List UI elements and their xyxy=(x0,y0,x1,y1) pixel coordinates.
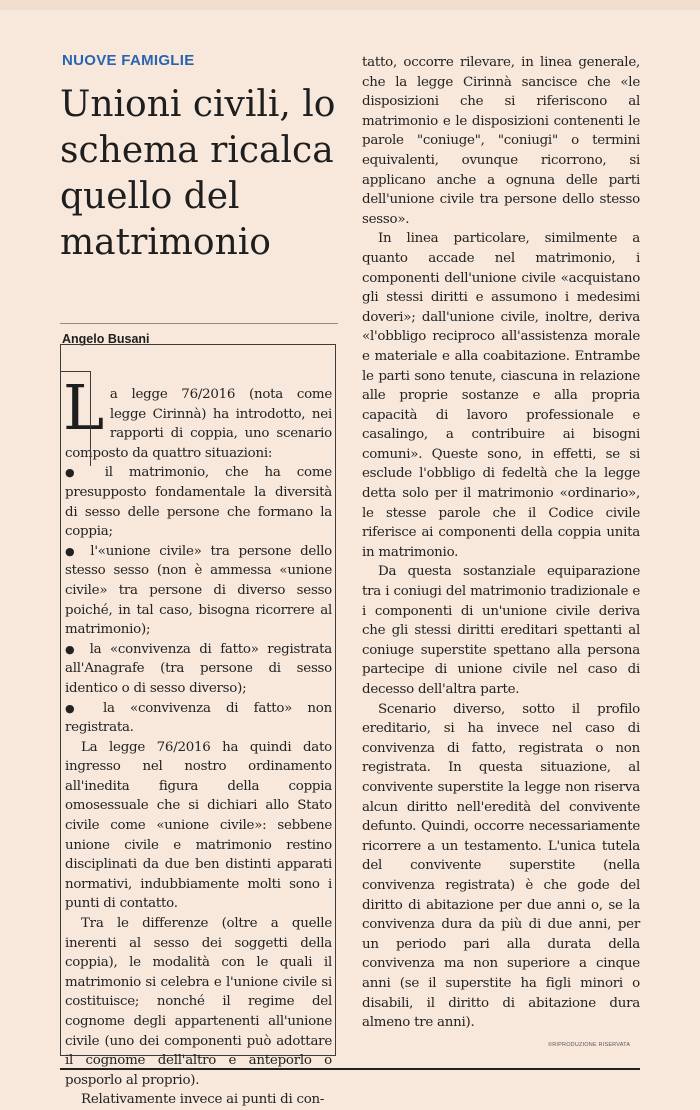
body-paragraph: Da questa sostanziale equiparazione tra i coniugi del matrimonio tradizionale e i componenti di un'unione civile deriva che gli stessi diritti ereditari spettanti al coniuge superstite spettano alla persona partecipe di unione civile nel caso di decesso dell'altra parte. xyxy=(362,564,640,697)
list-item xyxy=(65,699,332,738)
article-column-left xyxy=(60,344,336,1108)
list-item xyxy=(65,640,332,699)
body-paragraph: Scenario diverso, sotto il profilo ereditario, si ha invece nel caso di convivenza di fatto, registrata o non registrata. In questa situazione, al convivente superstite la legge non riserva alcun diritto nell'eredità del convivente defunto. Quindi, occorre necessariamente ricorrere a un testamento. L'unica tutela del convivente superstite (nella convivenza registrata) è che gode del diritto di abitazione per due anni o, se la convivenza dura da più di due anni, per un periodo pari alla durata della convivenza ma non superiore a cinque anni (se il superstite ha figli minori o disabili, il diritto di abitazione dura almeno tre anni). xyxy=(362,701,640,1031)
bottom-rule xyxy=(60,1068,640,1070)
list-item xyxy=(65,463,332,541)
dropcap-frame xyxy=(60,371,91,466)
body-paragraph: Relativamente invece ai punti di con- xyxy=(81,1092,325,1108)
dropcap: L xyxy=(63,371,104,444)
divider xyxy=(60,323,338,324)
list-item-text: l'«unione civile» tra persone dello stesso sesso (non è ammessa «unione civile» tra persone di diverso sesso poiché, in tal caso, bisogna ricorrere al matrimonio); xyxy=(65,543,332,638)
top-band xyxy=(0,0,700,10)
first-paragraph-text: a legge 76/2016 (nota come legge Cirinnà) ha introdotto, nei rapporti di coppia, uno scenario composto da quattro situazioni: xyxy=(65,387,332,461)
bullet-icon: ● xyxy=(65,466,87,480)
section-label: NUOVE FAMIGLIE xyxy=(62,52,195,69)
article-column-right xyxy=(362,53,640,1033)
bullet-icon: ● xyxy=(65,544,80,558)
copyright-notice: ©RIPRODUZIONE RISERVATA xyxy=(548,1042,631,1048)
list-item xyxy=(65,542,332,640)
body-paragraph: La legge 76/2016 ha quindi dato ingresso nel nostro ordinamento all'inedita figura della coppia omosessuale che si dichiari allo Stato civile come «unione civile»: sebbene unione civile e matrimonio restino disciplinati da due ben distinti apparati normativi, indubbiamente molti sono i punti di contatto. xyxy=(65,739,332,912)
list-item-text: la «convivenza di fatto» registrata all'Anagrafe (tra persone di sesso identico o di sesso diverso); xyxy=(65,641,332,696)
headline: Unioni civili, lo schema ricalca quello del matrimonio xyxy=(60,84,336,263)
bullet-icon: ● xyxy=(65,701,86,715)
list-item-text: il matrimonio, che ha come presupposto fondamentale la diversità di sesso delle persone che formano la coppia; xyxy=(65,465,332,540)
list-item-text: la «convivenza di fatto» non registrata. xyxy=(65,700,332,736)
body-paragraph: Tra le differenze (oltre a quelle inerenti al sesso dei soggetti della coppia), le modalità con le quali il matrimonio si celebra e l'unione civile si costituisce; nonché il regime del cognome degli appartenenti all'unione civile (uno dei componenti può adottare il cognome dell'altro e anteporlo o posporlo al proprio). xyxy=(65,916,332,1088)
author-byline: Angelo Busani xyxy=(62,332,150,346)
body-paragraph: tatto, occorre rilevare, in linea generale, che la legge Cirinnà sancisce che «le disposizioni che si riferiscono al matrimonio e le disposizioni contenenti le parole "coniuge", "coniugi" o termini equivalenti, ovunque ricorrono, si applicano anche a ognuna delle parti dell'unione civile tra persone dello stesso sesso». xyxy=(362,55,640,227)
bullet-icon: ● xyxy=(65,642,79,656)
body-paragraph: In linea particolare, similmente a quanto accade nel matrimonio, i componenti dell'unione civile «acquistano gli stessi diritti e assumono i medesimi doveri»; dall'unione civile, inoltre, deriva «l'obbligo reciproco all'assistenza morale e materiale e alla coabitazione. Entrambe le parti sono tenute, ciascuna in relazione alle proprie sostanze e alla propria capacità di lavoro professionale e casalingo, a contribuire ai bisogni comuni». Queste sono, in effetti, se si esclude l'obbligo di fedeltà che la legge detta solo per il matrimonio «ordinario», le stesse parole che il Codice civile riferisce ai componenti della coppia unita in matrimonio. xyxy=(362,231,640,560)
first-paragraph xyxy=(63,371,332,463)
